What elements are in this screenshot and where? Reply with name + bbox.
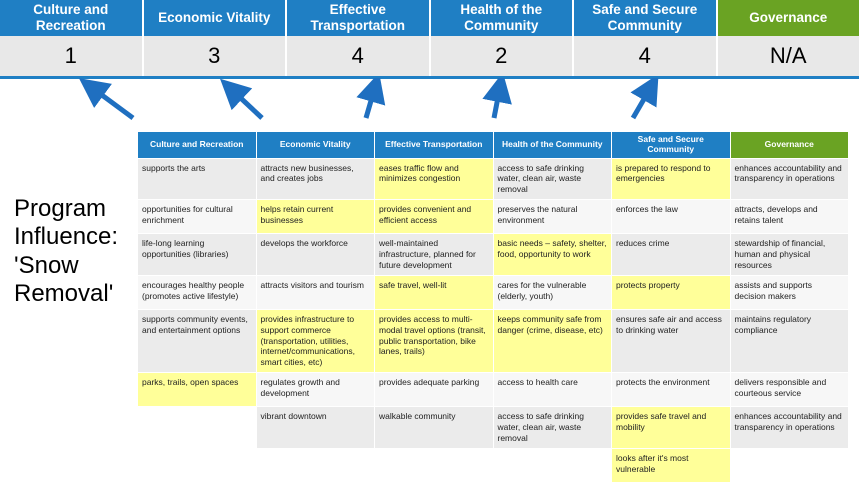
score-safe-and-secure-community: 4	[574, 36, 718, 76]
score-band-underline	[0, 76, 859, 79]
matrix-cell: attracts visitors and tourism	[256, 275, 375, 309]
table-row	[138, 275, 849, 309]
matrix-cell: well-maintained infrastructure, planned for future development	[375, 234, 494, 276]
matrix-cell: supports community events, and entertainment options	[138, 309, 257, 372]
matrix-cell: enforces the law	[612, 200, 731, 234]
matrix-header-health-of-the-community: Health of the Community	[493, 132, 612, 159]
matrix-header-economic-vitality: Economic Vitality	[256, 132, 375, 159]
matrix-cell: vibrant downtown	[256, 407, 375, 449]
matrix-cell	[256, 448, 375, 482]
matrix-cell: life-long learning opportunities (libraries)	[138, 234, 257, 276]
score-effective-transportation: 4	[287, 36, 431, 76]
matrix-cell	[138, 448, 257, 482]
header-cell-culture-and-recreation	[0, 0, 144, 36]
outcome-matrix	[137, 131, 849, 483]
matrix-cell	[493, 448, 612, 482]
matrix-cell: eases traffic flow and minimizes congestion	[375, 158, 494, 200]
matrix-cell: maintains regulatory compliance	[730, 309, 849, 372]
matrix-cell: provides safe travel and mobility	[612, 407, 731, 449]
matrix-cell: looks after it's most vulnerable	[612, 448, 731, 482]
matrix-cell: access to health care	[493, 373, 612, 407]
matrix-cell: safe travel, well-lit	[375, 275, 494, 309]
matrix-header-row	[138, 132, 849, 159]
header-cell-governance	[718, 0, 859, 36]
score-governance: N/A	[718, 36, 859, 76]
score-header-band	[0, 0, 859, 36]
arrow-icon-5	[633, 87, 651, 118]
matrix-cell: enhances accountability and transparency in operations	[730, 407, 849, 449]
arrow-icon-1	[91, 87, 133, 118]
matrix-cell: supports the arts	[138, 158, 257, 200]
arrow-connectors	[0, 78, 859, 130]
outcome-matrix-table	[137, 131, 849, 483]
table-row	[138, 309, 849, 372]
header-label: Safe and Secure Community	[578, 2, 712, 33]
header-label: Governance	[749, 10, 827, 26]
matrix-header-safe-and-secure-community: Safe and Secure Community	[612, 132, 731, 159]
matrix-cell: keeps community safe from danger (crime, disease, etc)	[493, 309, 612, 372]
matrix-cell: regulates growth and development	[256, 373, 375, 407]
matrix-cell: assists and supports decision makers	[730, 275, 849, 309]
matrix-cell: preserves the natural environment	[493, 200, 612, 234]
header-cell-health-of-the-community	[431, 0, 575, 36]
table-row	[138, 407, 849, 449]
arrow-icon-4	[494, 87, 500, 118]
table-row	[138, 158, 849, 200]
table-row	[138, 234, 849, 276]
caption-line-1: Program	[14, 195, 139, 223]
matrix-cell: provides infrastructure to support commerce (transportation, utilities, internet/communications, smart cities, etc)	[256, 309, 375, 372]
matrix-cell: basic needs – safety, shelter, food, opportunity to work	[493, 234, 612, 276]
matrix-cell: protects the environment	[612, 373, 731, 407]
matrix-header-governance: Governance	[730, 132, 849, 159]
matrix-cell: stewardship of financial, human and physical resources	[730, 234, 849, 276]
arrow-icon-3	[366, 87, 375, 118]
header-cell-effective-transportation	[287, 0, 431, 36]
matrix-cell: attracts, develops and retains talent	[730, 200, 849, 234]
header-cell-safe-and-secure-community	[574, 0, 718, 36]
matrix-cell: delivers responsible and courteous service	[730, 373, 849, 407]
matrix-cell: attracts new businesses, and creates jobs	[256, 158, 375, 200]
matrix-cell: access to safe drinking water, clean air, waste removal	[493, 407, 612, 449]
table-row	[138, 448, 849, 482]
table-row	[138, 373, 849, 407]
matrix-cell	[138, 407, 257, 449]
score-health-of-the-community: 2	[431, 36, 575, 76]
header-label: Economic Vitality	[158, 10, 270, 26]
arrow-icon-2	[231, 89, 262, 118]
caption-line-2: Influence:	[14, 223, 139, 251]
table-row	[138, 200, 849, 234]
matrix-cell: provides convenient and efficient access	[375, 200, 494, 234]
caption-line-3: 'Snow	[14, 252, 139, 280]
header-label: Effective Transportation	[291, 2, 425, 33]
header-label: Health of the Community	[435, 2, 569, 33]
score-culture-and-recreation: 1	[0, 36, 144, 76]
program-influence-caption	[14, 195, 139, 308]
matrix-cell: helps retain current businesses	[256, 200, 375, 234]
matrix-header-culture-and-recreation: Culture and Recreation	[138, 132, 257, 159]
matrix-cell: reduces crime	[612, 234, 731, 276]
matrix-cell: parks, trails, open spaces	[138, 373, 257, 407]
matrix-cell: enhances accountability and transparency in operations	[730, 158, 849, 200]
matrix-cell	[375, 448, 494, 482]
header-label: Culture and Recreation	[4, 2, 138, 33]
header-cell-economic-vitality	[144, 0, 288, 36]
matrix-cell: ensures safe air and access to drinking water	[612, 309, 731, 372]
matrix-cell: develops the workforce	[256, 234, 375, 276]
matrix-cell: walkable community	[375, 407, 494, 449]
score-economic-vitality: 3	[144, 36, 288, 76]
matrix-cell	[730, 448, 849, 482]
score-values-band	[0, 36, 859, 76]
caption-line-4: Removal'	[14, 280, 139, 308]
matrix-cell: opportunities for cultural enrichment	[138, 200, 257, 234]
matrix-cell: is prepared to respond to emergencies	[612, 158, 731, 200]
matrix-cell: provides access to multi-modal travel options (transit, public transportation, bike lanes, trails)	[375, 309, 494, 372]
matrix-cell: protects property	[612, 275, 731, 309]
matrix-header-effective-transportation: Effective Transportation	[375, 132, 494, 159]
matrix-cell: provides adequate parking	[375, 373, 494, 407]
matrix-cell: access to safe drinking water, clean air, waste removal	[493, 158, 612, 200]
matrix-cell: encourages healthy people (promotes active lifestyle)	[138, 275, 257, 309]
matrix-cell: cares for the vulnerable (elderly, youth)	[493, 275, 612, 309]
